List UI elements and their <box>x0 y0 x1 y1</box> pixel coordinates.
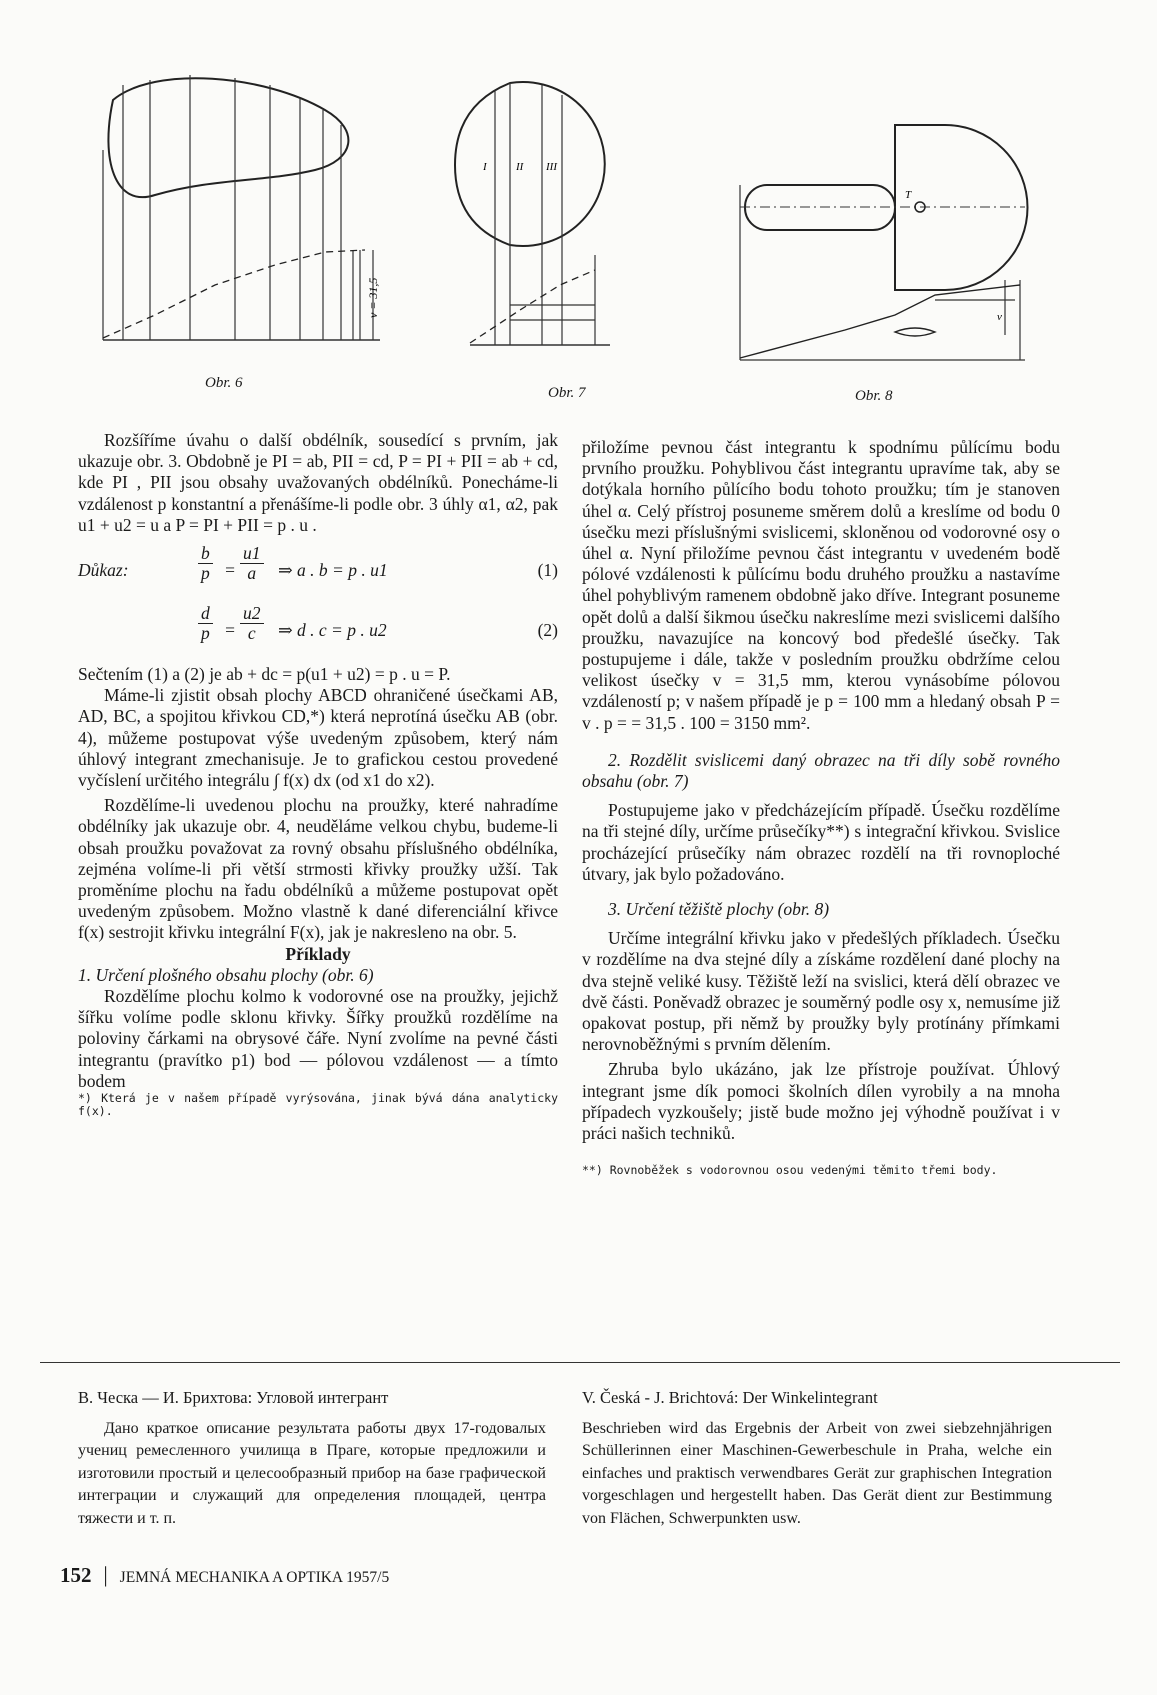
russian-summary-title: В. Ческа — И. Брихтова: Угловой интегрант <box>78 1388 389 1407</box>
russian-summary <box>78 1387 546 1530</box>
eq2-numerator-2: u2 <box>240 604 264 624</box>
eq2-numerator-1: d <box>198 604 213 624</box>
eq1-fraction-2 <box>240 544 264 583</box>
eq2-number: (2) <box>537 620 558 641</box>
right-paragraph-4: Zhruba bylo ukázáno, jak lze přístroje používat. Úhlový integrant jsme dík pomoci školních dílen vyrobily a na mnoha případech vyzkoušely; jistě bude možno jej výhodně používat i v práci našich techniků. <box>582 1059 1060 1144</box>
eq1-number: (1) <box>537 560 558 581</box>
left-paragraph-1: Rozšíříme úvahu o další obdélník, sousedící s prvním, jak ukazuje obr. 3. Obdobně je PI = ab, PII = cd, P = PI + PII = ab + cd, kde PI , PII jsou obsahy uvažovaných obdélníků. Ponecháme-li vzdálenost p konstantní a přenášíme-li podle obr. 3 úhly α1, α2, pak u1 + u2 = u a P = PI + PII = p . u . <box>78 430 558 535</box>
eq1-numerator-1: b <box>198 544 213 564</box>
right-footnote: **) Rovnoběžek s vodorovnou osou vedenými těmito třemi body. <box>582 1163 998 1178</box>
eq2-result: ⇒ d . c = p . u2 <box>278 620 387 641</box>
german-summary <box>582 1387 1052 1530</box>
right-paragraph-1: přiložíme pevnou část integrantu k spodnímu půlícímu bodu prvního proužku. Pohyblivou část integrantu upravíme tak, aby se dotýkala horního půlícího bodu tohoto proužku; tím je stanoven úhel α. Celý přístroj posuneme směrem dolů a kreslíme od bodu 0 úsečku mezi příslušnými svislicemi, skloněnou od vodorovné osy o úhel α. Nyní přiložíme pevnou část integrantu v uvedeném bodě pólové vzdálenosti k půlícímu bodu druhého proužku a nastavíme úhel pohyblivým ramenem obdobně jako dříve. Integrant posuneme opět dolů a další šikmou úsečku nakreslíme mezi svislicemi dalšího proužku, navazujíce na koncový bod předešlé úsečky. Tak postupujeme i dále, takže v posledním proužku obdržíme celou velikost úsečky v = 31,5 mm, kterou vynásobíme pólovou vzdáleností p; v našem případě je p = 100 mm a hledaný obsah P = v . p = = 31,5 . 100 = 3150 mm². <box>582 437 1060 733</box>
figure-7-label-3: III <box>546 161 557 173</box>
example-1-title: 1. Určení plošného obsahu plochy (obr. 6) <box>78 964 374 985</box>
figure-7 <box>450 75 620 360</box>
page-number: 152 <box>60 1563 92 1587</box>
proof-label: Důkaz: <box>78 560 129 581</box>
examples-heading: Příklady <box>285 943 351 964</box>
eq1-numerator-2: u1 <box>240 544 264 564</box>
figure-7-label-2: II <box>516 161 524 173</box>
eq2-fraction-2 <box>240 604 264 643</box>
right-paragraph-3: Určíme integrální křivku jako v předešlých příkladech. Úsečku v rozdělíme na dva stejné díly a získáme rozdělení dané plochy na dva stejně veliké kusy. Těžiště leží na svislici, která dělí obrazec ve dvě části. Poněvadž obrazec je souměrný podle osy x, nemusíme již opakovat postup, při němž by proužky byly protínány přímkami nerovnoběžnými s prvním dělením. <box>582 928 1060 1055</box>
page-footer: 152 | JEMNÁ MECHANIKA A OPTIKA 1957/5 <box>60 1562 390 1587</box>
left-paragraph-4: Rozdělíme-li uvedenou plochu na proužky, které nahradíme obdélníky jak ukazuje obr. 4, neuděláme velkou chybu, budeme-li obsah proužku považovat za rovný obsahu příslušného obdélníka, zejména volíme-li při větší strmosti křivky proužky užší. Tak proměníme plochu na řadu obdélníků a můžeme postupovat opět uvedeným způsobem. Možno vlastně k dané diferenciální křivce f(x) sestrojit křivku integrální F(x), jak je nakresleno na obr. 5. <box>78 795 558 943</box>
figure-8-drawing <box>735 120 1035 370</box>
equation-2: $\frac{d}{p}$ = $\frac{u2}{c}$ ⇒ d . c = p . u2 (2) <box>78 604 558 658</box>
figure-7-label-1: I <box>483 161 487 173</box>
figure-6 <box>95 70 395 370</box>
german-summary-text: Beschrieben wird das Ergebnis der Arbeit von zwei siebzehnjährigen Schüllerinnen einer Maschinen-Gewerbeschule in Praha, welche ein einfaches und praktisch verwendbares Gerät zur graphischen Integration vorgeschlagen und hergestellt haben. Das Gerät dient zur Bestimmung von Flächen, Schwerpunkten usw. <box>582 1419 1052 1527</box>
eq2-denominator-2: c <box>247 623 256 644</box>
eq2-denominator-1: p <box>201 623 210 644</box>
eq1-result: ⇒ a . b = p . u1 <box>278 560 388 581</box>
right-column <box>582 437 1060 1177</box>
eq2-fraction-1 <box>198 604 213 643</box>
left-column <box>78 430 558 1118</box>
example-2-title: 2. Rozdělit svislicemi daný obrazec na tři díly sobě rovného obsahu (obr. 7) <box>582 749 1060 792</box>
example-3-title: 3. Určení těžiště plochy (obr. 8) <box>608 899 830 920</box>
figure-8-label-t: T <box>905 189 912 201</box>
figure-8-label-v: v <box>997 311 1002 323</box>
eq1-fraction-1 <box>198 544 213 583</box>
left-paragraph-2: Sečtením (1) a (2) je ab + dc = p(u1 + u2) = p . u = P. <box>78 664 451 685</box>
left-paragraph-5: Rozdělíme plochu kolmo k vodorovné ose na proužky, jejichž šířku volíme podle sklonu křivky. Šířky proužků rozdělíme na poloviny čárkami na obrysové čáře. Nyní zvolíme na pevné části integrantu (pravítko p1) bod — pólovou vzdálenost — a tímto bodem <box>78 986 558 1091</box>
figure-8 <box>735 120 1035 370</box>
figure-6-drawing <box>95 70 395 370</box>
figure-6-caption: Obr. 6 <box>205 375 243 391</box>
left-paragraph-3: Máme-li zjistit obsah plochy ABCD ohraničené úsečkami AB, AD, BC, a spojitou křivkou CD,*) která neprotíná úsečku AB (obr. 4), můžeme postupovat výše uvedeným způsobem, který nám úhlový integrant zmechanisuje. Je to grafickou cestou provedené vyčíslení určitého integrálu ∫ f(x) dx (od x1 do x2). <box>78 685 558 791</box>
separator-rule <box>40 1362 1120 1363</box>
left-footnote: *) Která je v našem případě vyrýsována, jinak bývá dána analyticky f(x). <box>78 1091 558 1119</box>
russian-summary-text: Дано краткое описание результата работы двух 17-годовалых учениц ремесленного училища в Праге, которые предложили и изготовили простый и целесообразный прибор на базе графической интеграции и служащий для определения площадей, центра тяжести и т. п. <box>78 1419 546 1527</box>
right-paragraph-2: Postupujeme jako v předcházejícím případě. Úsečku rozdělíme na tři stejné díly, určíme průsečíky**) s integrační křivkou. Svislice procházející průsečíky nám obrazec rozdělí na tři rovnoploché útvary, jak bylo požadováno. <box>582 800 1060 884</box>
figure-8-caption: Obr. 8 <box>855 388 893 404</box>
figure-7-drawing <box>450 75 620 360</box>
eq1-denominator-1: p <box>201 563 210 584</box>
journal-name: JEMNÁ MECHANIKA A OPTIKA 1957/5 <box>119 1569 390 1586</box>
eq1-denominator-2: a <box>247 563 257 584</box>
equation-1: Důkaz: $\frac{b}{p}$ = $\frac{u1}{a}$ ⇒ a . b = p . u1 (1) <box>78 543 558 584</box>
figure-7-caption: Obr. 7 <box>548 385 586 401</box>
figure-6-dim-label: v = 31,5 <box>366 277 380 318</box>
german-summary-title: V. Česká - J. Brichtová: Der Winkelintegrant <box>582 1388 878 1407</box>
